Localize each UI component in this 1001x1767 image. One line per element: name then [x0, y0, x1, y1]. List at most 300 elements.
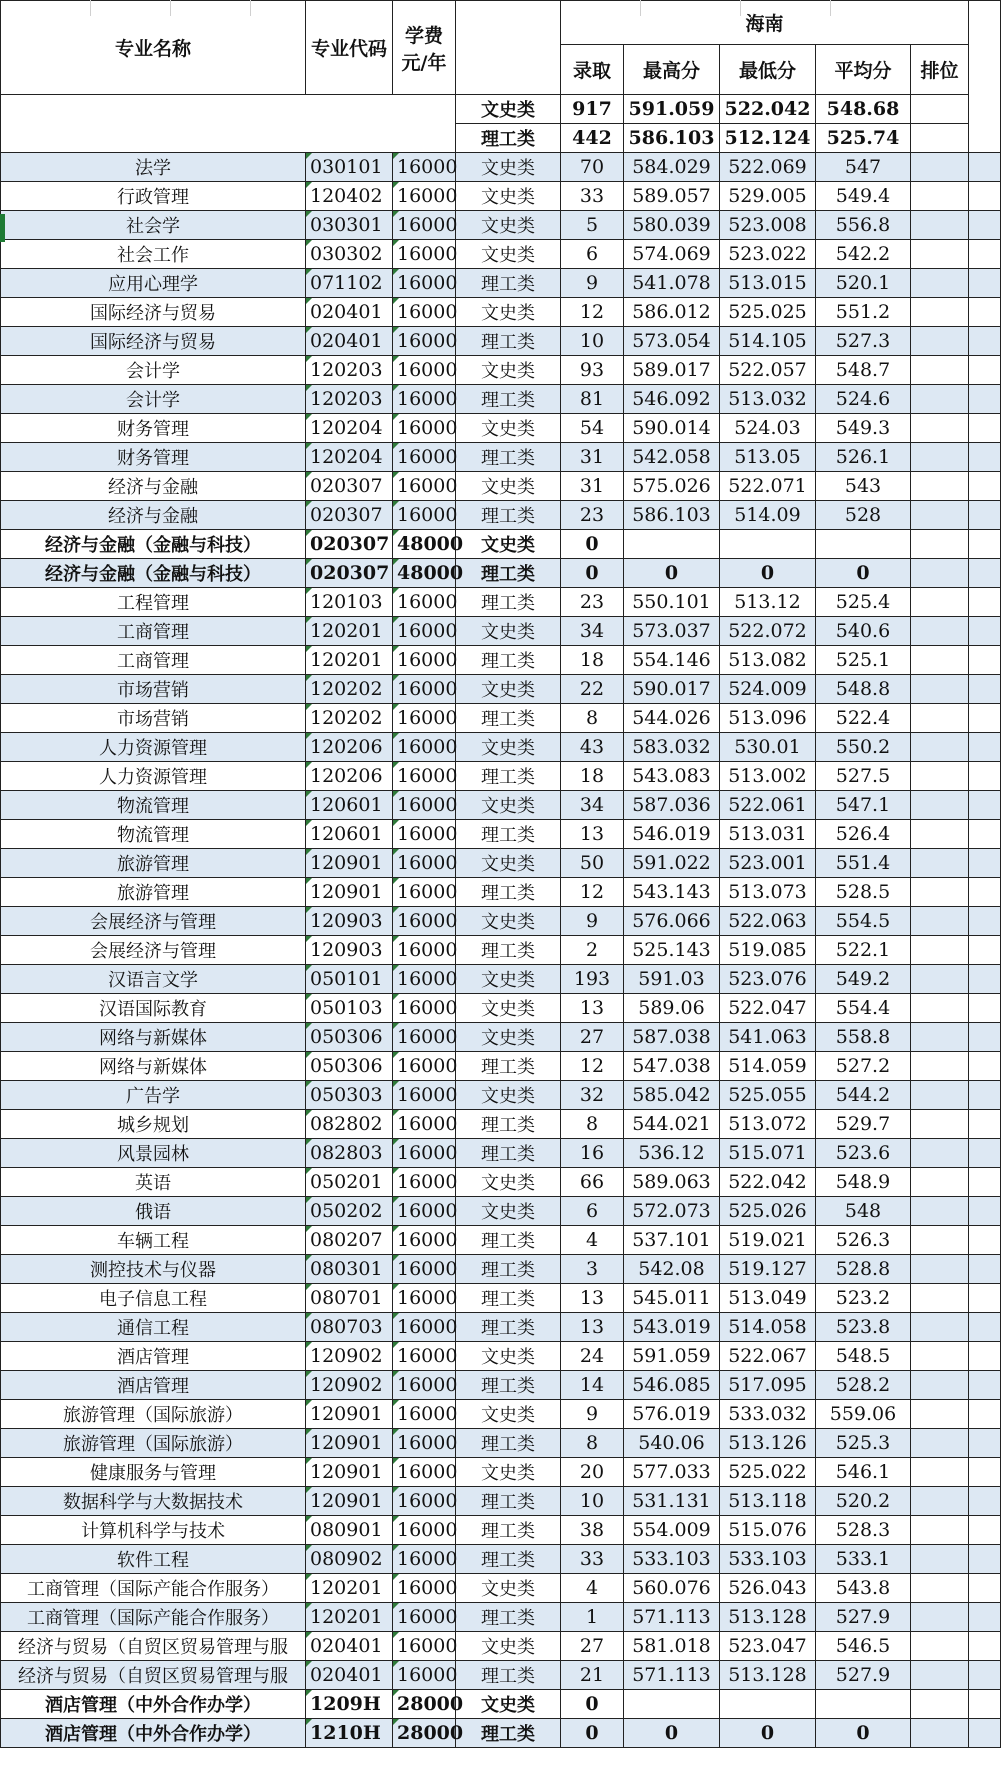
trailing-cell: [969, 1371, 1001, 1400]
admitted-count-cell: 4: [561, 1226, 624, 1255]
major-code-cell: 120903: [306, 936, 393, 965]
tuition-cell: 16000: [393, 791, 456, 820]
trailing-cell: [969, 965, 1001, 994]
category-cell: 理工类: [456, 501, 561, 530]
table-row: [1, 356, 1001, 385]
selection-marker: [0, 214, 5, 242]
min-score-cell: 514.105: [720, 327, 816, 356]
table-row: [1, 617, 1001, 646]
category-cell: 理工类: [456, 1284, 561, 1313]
major-code-cell: 020401: [306, 1661, 393, 1690]
major-code-cell: 020401: [306, 298, 393, 327]
category-cell: 理工类: [456, 385, 561, 414]
avg-score-cell: [816, 1690, 911, 1719]
max-score-cell: 591.022: [624, 849, 720, 878]
major-name-cell: 会计学: [1, 356, 306, 385]
tuition-cell: 16000: [393, 1429, 456, 1458]
admitted-count-cell: 93: [561, 356, 624, 385]
rank-cell: [911, 646, 969, 675]
max-score-cell: 544.026: [624, 704, 720, 733]
table-row: [1, 1661, 1001, 1690]
rank-cell: [911, 1139, 969, 1168]
rank-cell: [911, 1632, 969, 1661]
trailing-cell: [969, 1574, 1001, 1603]
avg-score-cell: 525.4: [816, 588, 911, 617]
table-row: [1, 1574, 1001, 1603]
avg-score-cell: [816, 530, 911, 559]
major-code-cell: 1209H: [306, 1690, 393, 1719]
major-code-cell: 120201: [306, 1574, 393, 1603]
major-name-cell: 经济与金融（金融与科技）: [1, 559, 306, 588]
major-code-cell: 120201: [306, 1603, 393, 1632]
rank-cell: [911, 269, 969, 298]
min-score-cell: 513.05: [720, 443, 816, 472]
category-cell: 文史类: [456, 791, 561, 820]
admitted-count-cell: 81: [561, 385, 624, 414]
trailing-cell: [969, 1400, 1001, 1429]
trailing-cell: [969, 762, 1001, 791]
avg-score-cell: 556.8: [816, 211, 911, 240]
trailing-cell: [969, 1690, 1001, 1719]
avg-score-cell: 525.1: [816, 646, 911, 675]
major-name-cell: 工商管理: [1, 646, 306, 675]
rank-cell: [911, 588, 969, 617]
max-score-cell: 543.143: [624, 878, 720, 907]
major-name-cell: 旅游管理（国际旅游）: [1, 1429, 306, 1458]
trailing-cell: [969, 588, 1001, 617]
category-cell: 理工类: [456, 646, 561, 675]
category-cell: 文史类: [456, 1197, 561, 1226]
rank-cell: [911, 1081, 969, 1110]
avg-score-cell: 548.9: [816, 1168, 911, 1197]
major-name-cell: 行政管理: [1, 182, 306, 211]
major-name-cell: 经济与金融: [1, 472, 306, 501]
max-score-cell: 574.069: [624, 240, 720, 269]
category-cell: 理工类: [456, 1516, 561, 1545]
table-row: [1, 1487, 1001, 1516]
tuition-cell: 16000: [393, 269, 456, 298]
rank-cell: [911, 472, 969, 501]
max-score-cell: 587.036: [624, 791, 720, 820]
avg-score-cell: 528.3: [816, 1516, 911, 1545]
trailing-cell: [969, 704, 1001, 733]
major-code-cell: 050101: [306, 965, 393, 994]
category-cell: 理工类: [456, 1371, 561, 1400]
major-name-cell: 应用心理学: [1, 269, 306, 298]
avg-score-cell: 526.4: [816, 820, 911, 849]
avg-score-cell: 526.3: [816, 1226, 911, 1255]
min-score-cell: 513.128: [720, 1661, 816, 1690]
header-tuition-line2: 元/年: [401, 51, 447, 74]
max-score-cell: 546.085: [624, 1371, 720, 1400]
avg-score-cell: 0: [816, 1719, 911, 1748]
rank-cell: [911, 1052, 969, 1081]
table-row: [1, 559, 1001, 588]
major-name-cell: 酒店管理（中外合作办学）: [1, 1690, 306, 1719]
max-score-cell: 576.019: [624, 1400, 720, 1429]
min-score-cell: 523.047: [720, 1632, 816, 1661]
max-score-cell: 546.092: [624, 385, 720, 414]
admitted-count-cell: 193: [561, 965, 624, 994]
min-score-cell: 513.032: [720, 385, 816, 414]
admitted-count-cell: 8: [561, 1110, 624, 1139]
rank-cell: [911, 1690, 969, 1719]
max-score-cell: 572.073: [624, 1197, 720, 1226]
admitted-count-cell: 34: [561, 791, 624, 820]
max-score-cell: 591.059: [624, 1342, 720, 1371]
category-cell: 文史类: [456, 733, 561, 762]
min-score-cell: 533.103: [720, 1545, 816, 1574]
avg-score-cell: 546.1: [816, 1458, 911, 1487]
avg-score-cell: 522.1: [816, 936, 911, 965]
rank-cell: [911, 356, 969, 385]
table-row: [1, 936, 1001, 965]
major-code-cell: 120201: [306, 646, 393, 675]
category-cell: 文史类: [456, 1342, 561, 1371]
header-min-score: 最低分: [720, 45, 816, 95]
major-name-cell: 风景园林: [1, 1139, 306, 1168]
min-score-cell: 513.002: [720, 762, 816, 791]
avg-score-cell: 528.2: [816, 1371, 911, 1400]
category-cell: 理工类: [456, 1719, 561, 1748]
major-name-cell: 旅游管理（国际旅游）: [1, 1400, 306, 1429]
major-name-cell: 软件工程: [1, 1545, 306, 1574]
avg-score-cell: 527.5: [816, 762, 911, 791]
category-cell: 文史类: [456, 965, 561, 994]
min-score-cell: 541.063: [720, 1023, 816, 1052]
rank-cell: [911, 1284, 969, 1313]
admitted-count-cell: 27: [561, 1632, 624, 1661]
tuition-cell: 16000: [393, 1255, 456, 1284]
rank-cell: [911, 762, 969, 791]
major-name-cell: 会展经济与管理: [1, 907, 306, 936]
avg-score-cell: 543: [816, 472, 911, 501]
min-score-cell: 513.12: [720, 588, 816, 617]
tuition-cell: 16000: [393, 1661, 456, 1690]
major-code-cell: 120202: [306, 704, 393, 733]
tuition-cell: 16000: [393, 1197, 456, 1226]
major-code-cell: 120601: [306, 820, 393, 849]
category-cell: 文史类: [456, 1632, 561, 1661]
table-row: [1, 298, 1001, 327]
category-cell: 理工类: [456, 762, 561, 791]
tuition-cell: 16000: [393, 1052, 456, 1081]
major-code-cell: 120901: [306, 1458, 393, 1487]
major-name-cell: 经济与贸易（自贸区贸易管理与服: [1, 1632, 306, 1661]
table-row: [1, 1400, 1001, 1429]
summary-rank: [911, 124, 969, 153]
admitted-count-cell: 20: [561, 1458, 624, 1487]
tuition-cell: 16000: [393, 1226, 456, 1255]
tuition-cell: 16000: [393, 327, 456, 356]
category-cell: 文史类: [456, 240, 561, 269]
table-row: [1, 965, 1001, 994]
tuition-cell: 28000: [393, 1719, 456, 1748]
major-name-cell: 人力资源管理: [1, 762, 306, 791]
avg-score-cell: 543.8: [816, 1574, 911, 1603]
admitted-count-cell: 2: [561, 936, 624, 965]
major-name-cell: 汉语国际教育: [1, 994, 306, 1023]
trailing-cell: [969, 182, 1001, 211]
major-code-cell: 050202: [306, 1197, 393, 1226]
table-row: [1, 733, 1001, 762]
avg-score-cell: 540.6: [816, 617, 911, 646]
trailing-cell: [969, 211, 1001, 240]
category-cell: 理工类: [456, 1110, 561, 1139]
tuition-cell: 16000: [393, 675, 456, 704]
rank-cell: [911, 414, 969, 443]
min-score-cell: 522.072: [720, 617, 816, 646]
category-cell: 理工类: [456, 1052, 561, 1081]
tuition-cell: 16000: [393, 501, 456, 530]
trailing-cell: [969, 240, 1001, 269]
major-code-cell: 120601: [306, 791, 393, 820]
tuition-cell: 16000: [393, 1632, 456, 1661]
tuition-cell: 16000: [393, 704, 456, 733]
avg-score-cell: 549.2: [816, 965, 911, 994]
min-score-cell: 525.022: [720, 1458, 816, 1487]
max-score-cell: 545.011: [624, 1284, 720, 1313]
min-score-cell: 517.095: [720, 1371, 816, 1400]
major-name-cell: 人力资源管理: [1, 733, 306, 762]
min-score-cell: 522.061: [720, 791, 816, 820]
trailing-cell: [969, 1110, 1001, 1139]
avg-score-cell: 524.6: [816, 385, 911, 414]
category-cell: 理工类: [456, 936, 561, 965]
rank-cell: [911, 675, 969, 704]
avg-score-cell: 548.8: [816, 675, 911, 704]
trailing-cell: [969, 1052, 1001, 1081]
avg-score-cell: 527.2: [816, 1052, 911, 1081]
min-score-cell: 522.057: [720, 356, 816, 385]
major-name-cell: 工商管理: [1, 617, 306, 646]
max-score-cell: 589.063: [624, 1168, 720, 1197]
min-score-cell: 525.025: [720, 298, 816, 327]
major-name-cell: 汉语言文学: [1, 965, 306, 994]
avg-score-cell: 542.2: [816, 240, 911, 269]
min-score-cell: 522.067: [720, 1342, 816, 1371]
admitted-count-cell: 12: [561, 878, 624, 907]
rank-cell: [911, 298, 969, 327]
tuition-cell: 16000: [393, 472, 456, 501]
max-score-cell: 536.12: [624, 1139, 720, 1168]
major-code-cell: 120203: [306, 385, 393, 414]
major-code-cell: 082802: [306, 1110, 393, 1139]
major-code-cell: 120901: [306, 878, 393, 907]
major-name-cell: 数据科学与大数据技术: [1, 1487, 306, 1516]
max-score-cell: 554.009: [624, 1516, 720, 1545]
header-avg-score: 平均分: [816, 45, 911, 95]
summary-max: 586.103: [624, 124, 720, 153]
header-region: 海南: [561, 1, 969, 45]
rank-cell: [911, 1400, 969, 1429]
admitted-count-cell: 6: [561, 240, 624, 269]
trailing-cell: [969, 994, 1001, 1023]
table-row: [1, 1052, 1001, 1081]
category-cell: 文史类: [456, 182, 561, 211]
rank-cell: [911, 240, 969, 269]
trailing-cell: [969, 1197, 1001, 1226]
rank-cell: [911, 385, 969, 414]
major-name-cell: 国际经济与贸易: [1, 298, 306, 327]
rank-cell: [911, 1429, 969, 1458]
trailing-cell: [969, 501, 1001, 530]
admitted-count-cell: 34: [561, 617, 624, 646]
rank-cell: [911, 1516, 969, 1545]
rank-cell: [911, 1342, 969, 1371]
category-cell: 理工类: [456, 559, 561, 588]
admitted-count-cell: 21: [561, 1661, 624, 1690]
admitted-count-cell: 4: [561, 1574, 624, 1603]
max-score-cell: 560.076: [624, 1574, 720, 1603]
max-score-cell: 587.038: [624, 1023, 720, 1052]
table-row: [1, 1632, 1001, 1661]
min-score-cell: 533.032: [720, 1400, 816, 1429]
min-score-cell: 522.047: [720, 994, 816, 1023]
min-score-cell: 523.022: [720, 240, 816, 269]
category-cell: 理工类: [456, 1487, 561, 1516]
avg-score-cell: 520.1: [816, 269, 911, 298]
major-code-cell: 120103: [306, 588, 393, 617]
table-row: [1, 501, 1001, 530]
tuition-cell: 16000: [393, 1545, 456, 1574]
tuition-cell: 16000: [393, 1168, 456, 1197]
category-cell: 文史类: [456, 1023, 561, 1052]
rank-cell: [911, 559, 969, 588]
category-cell: 文史类: [456, 1400, 561, 1429]
major-name-cell: 会计学: [1, 385, 306, 414]
major-name-cell: 旅游管理: [1, 878, 306, 907]
table-row: [1, 762, 1001, 791]
table-row: [1, 791, 1001, 820]
tuition-cell: 16000: [393, 1574, 456, 1603]
category-cell: 理工类: [456, 269, 561, 298]
category-cell: 理工类: [456, 1603, 561, 1632]
max-score-cell: 540.06: [624, 1429, 720, 1458]
admitted-count-cell: 0: [561, 559, 624, 588]
min-score-cell: 522.069: [720, 153, 816, 182]
category-cell: 理工类: [456, 820, 561, 849]
avg-score-cell: 547: [816, 153, 911, 182]
rank-cell: [911, 1023, 969, 1052]
rank-cell: [911, 530, 969, 559]
admitted-count-cell: 50: [561, 849, 624, 878]
major-name-cell: 会展经济与管理: [1, 936, 306, 965]
summary-min: 522.042: [720, 95, 816, 124]
table-row: [1, 1313, 1001, 1342]
min-score-cell: 519.085: [720, 936, 816, 965]
avg-score-cell: 558.8: [816, 1023, 911, 1052]
trailing-cell: [969, 298, 1001, 327]
table-row: [1, 414, 1001, 443]
trailing-cell: [969, 1342, 1001, 1371]
admitted-count-cell: 43: [561, 733, 624, 762]
major-name-cell: 经济与贸易（自贸区贸易管理与服: [1, 1661, 306, 1690]
tuition-cell: 16000: [393, 762, 456, 791]
tuition-cell: 16000: [393, 385, 456, 414]
tuition-cell: 16000: [393, 1400, 456, 1429]
header-tuition: [393, 1, 456, 95]
min-score-cell: 513.096: [720, 704, 816, 733]
admitted-count-cell: 31: [561, 472, 624, 501]
category-cell: 文史类: [456, 153, 561, 182]
major-name-cell: 法学: [1, 153, 306, 182]
category-cell: 文史类: [456, 530, 561, 559]
min-score-cell: 513.049: [720, 1284, 816, 1313]
avg-score-cell: 554.5: [816, 907, 911, 936]
category-cell: 理工类: [456, 1545, 561, 1574]
category-cell: 文史类: [456, 472, 561, 501]
avg-score-cell: 549.3: [816, 414, 911, 443]
table-row: [1, 1168, 1001, 1197]
rank-cell: [911, 1603, 969, 1632]
trailing-cell: [969, 327, 1001, 356]
table-row: [1, 530, 1001, 559]
admitted-count-cell: 33: [561, 182, 624, 211]
major-code-cell: 020307: [306, 559, 393, 588]
table-row: [1, 269, 1001, 298]
summary-rank: [911, 95, 969, 124]
avg-score-cell: 548: [816, 1197, 911, 1226]
rank-cell: [911, 820, 969, 849]
major-name-cell: 酒店管理（中外合作办学）: [1, 1719, 306, 1748]
rank-cell: [911, 182, 969, 211]
tuition-cell: 16000: [393, 1081, 456, 1110]
min-score-cell: 513.128: [720, 1603, 816, 1632]
trailing-cell: [969, 530, 1001, 559]
table-row: [1, 1023, 1001, 1052]
min-score-cell: 519.021: [720, 1226, 816, 1255]
category-cell: 理工类: [456, 1429, 561, 1458]
table-row: [1, 443, 1001, 472]
table-row: [1, 182, 1001, 211]
table-row: [1, 1603, 1001, 1632]
tuition-cell: 16000: [393, 443, 456, 472]
admitted-count-cell: 16: [561, 1139, 624, 1168]
tuition-cell: 16000: [393, 211, 456, 240]
rank-cell: [911, 1545, 969, 1574]
admitted-count-cell: 32: [561, 1081, 624, 1110]
major-name-cell: 社会工作: [1, 240, 306, 269]
avg-score-cell: 528.5: [816, 878, 911, 907]
max-score-cell: 577.033: [624, 1458, 720, 1487]
major-name-cell: 工程管理: [1, 588, 306, 617]
max-score-cell: 573.037: [624, 617, 720, 646]
min-score-cell: 513.126: [720, 1429, 816, 1458]
rank-cell: [911, 153, 969, 182]
avg-score-cell: 551.2: [816, 298, 911, 327]
tuition-cell: 16000: [393, 298, 456, 327]
table-row: [1, 1458, 1001, 1487]
tuition-cell: 16000: [393, 936, 456, 965]
tuition-cell: 16000: [393, 153, 456, 182]
rank-cell: [911, 1661, 969, 1690]
major-name-cell: 广告学: [1, 1081, 306, 1110]
trailing-cell: [969, 443, 1001, 472]
avg-score-cell: 529.7: [816, 1110, 911, 1139]
category-cell: 理工类: [456, 704, 561, 733]
max-score-cell: 533.103: [624, 1545, 720, 1574]
admitted-count-cell: 13: [561, 1284, 624, 1313]
table-row: [1, 849, 1001, 878]
major-code-cell: 050103: [306, 994, 393, 1023]
min-score-cell: 524.009: [720, 675, 816, 704]
min-score-cell: 522.071: [720, 472, 816, 501]
tuition-cell: 16000: [393, 617, 456, 646]
major-name-cell: 酒店管理: [1, 1342, 306, 1371]
category-cell: 文史类: [456, 356, 561, 385]
min-score-cell: 522.063: [720, 907, 816, 936]
